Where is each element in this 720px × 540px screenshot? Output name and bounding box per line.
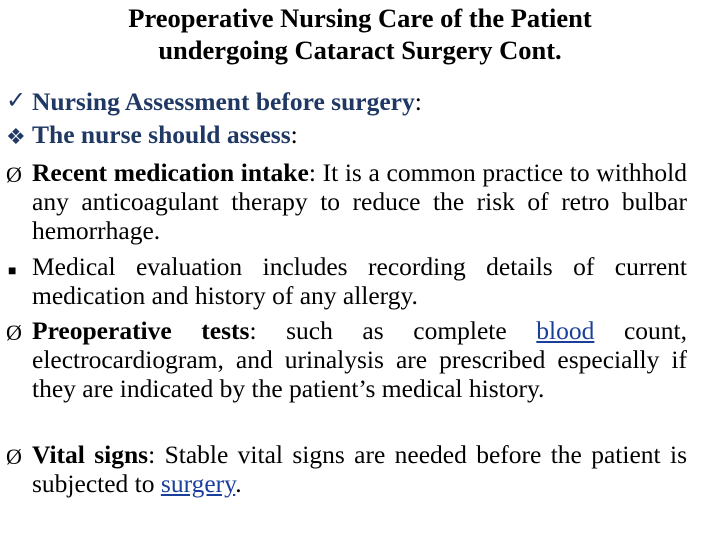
item-heading: Vital signs: [32, 440, 149, 469]
item-text: .: [235, 469, 242, 498]
diamond-bullet-icon: ❖: [6, 124, 26, 149]
blood-link[interactable]: blood: [536, 316, 595, 345]
item-heading: Preoperative tests: [32, 316, 250, 345]
arrow-bullet-icon: Ø: [6, 162, 22, 187]
item-text: : It is a common practice to withhold any anticoagulant therapy to reduce the risk of retro bulbar hemorrhage.: [32, 158, 687, 245]
item-text: : such as complete: [249, 316, 537, 345]
slide-title-line-1: Preoperative Nursing Care of the Patient: [128, 3, 592, 33]
square-bullet-icon: ■: [8, 264, 17, 279]
item-recent-medication: [6, 158, 687, 245]
surgery-link[interactable]: surgery: [160, 469, 236, 498]
slide-title-line-2: undergoing Cataract Surgery Cont.: [158, 35, 562, 65]
item-text: :: [290, 120, 298, 149]
item-nursing-assessment: [6, 87, 687, 116]
arrow-bullet-icon: Ø: [6, 320, 22, 345]
item-medical-evaluation: [8, 252, 687, 310]
item-text: :: [414, 87, 422, 116]
item-text: Medical evaluation includes recording details of current medication and history of any allergy.: [32, 252, 687, 310]
arrow-bullet-icon: Ø: [6, 444, 22, 469]
item-heading: Recent medication intake: [32, 158, 309, 187]
item-text: : Stable vital signs are needed before the patient is subjected to: [32, 440, 687, 498]
item-heading: Nursing Assessment before surgery: [32, 87, 415, 116]
item-vital-signs: [6, 440, 687, 498]
item-nurse-should-assess: [6, 120, 687, 149]
slide-title: [0, 2, 720, 66]
item-preoperative-tests: [6, 316, 687, 403]
item-heading: The nurse should assess: [32, 120, 291, 149]
item-text: count, electrocardiogram, and urinalysis are prescribed especially if they are indicated by the patient’s medical history.: [32, 316, 687, 403]
checkmark-icon: ✓: [6, 88, 27, 114]
